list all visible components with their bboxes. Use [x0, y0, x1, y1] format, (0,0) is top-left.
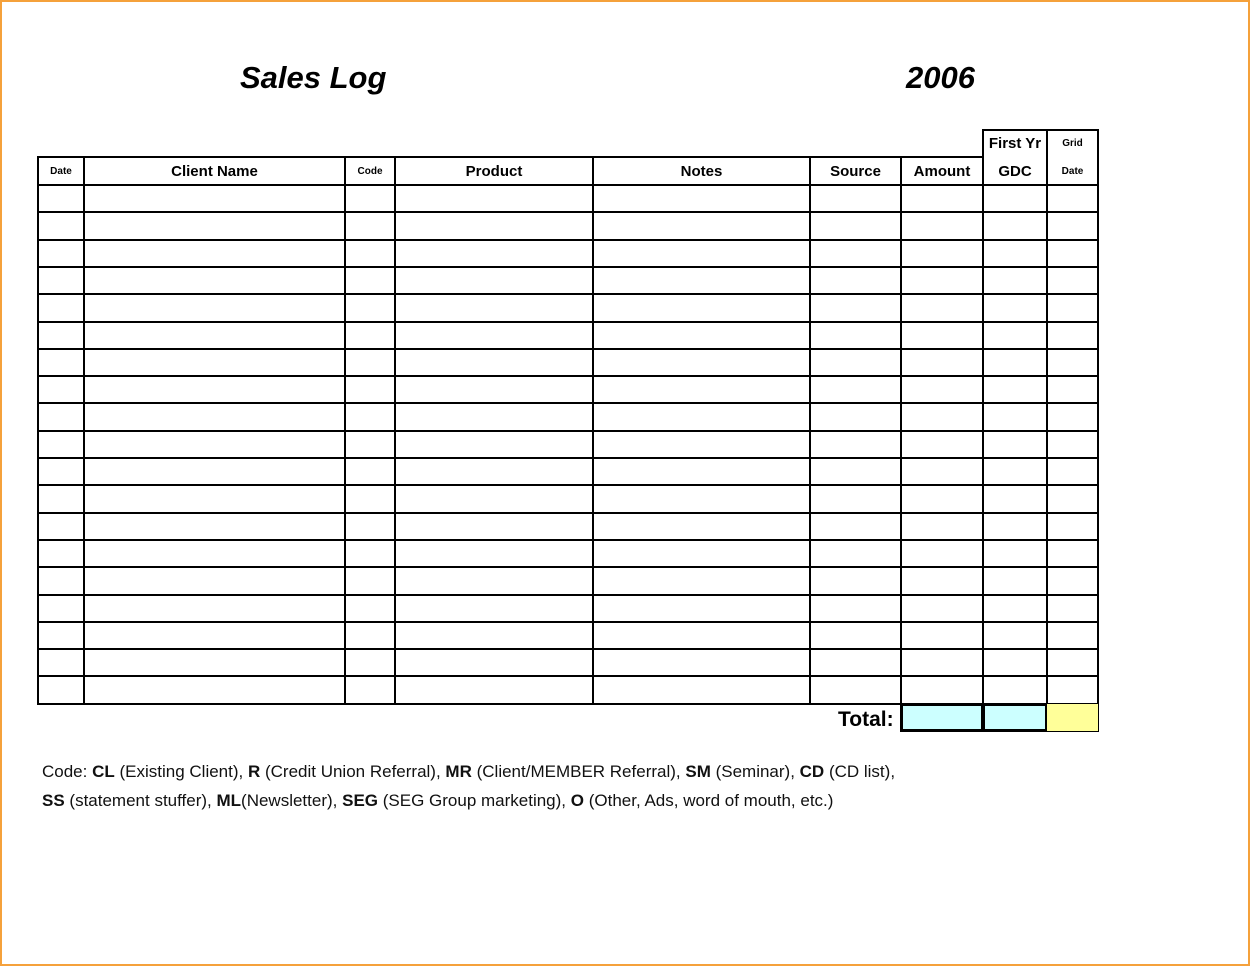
- legend-code: SEG: [342, 791, 379, 810]
- column-header: Date: [50, 165, 72, 177]
- total-label: Total:: [838, 708, 894, 731]
- legend-code: MR: [445, 762, 472, 781]
- column-header: Client Name: [171, 162, 258, 180]
- legend-code: CL: [92, 762, 115, 781]
- table-row[interactable]: [38, 403, 1098, 430]
- total-amount-cell[interactable]: [900, 703, 984, 732]
- legend-code: SS: [42, 791, 65, 810]
- column-header: Code: [357, 165, 383, 177]
- table-row[interactable]: [38, 349, 1098, 376]
- column-header-top: Grid: [1062, 138, 1083, 149]
- legend-code: ML: [216, 791, 242, 810]
- legend-text: (Existing Client),: [114, 762, 248, 781]
- legend-text: (CD list),: [824, 762, 896, 781]
- legend-text: (Newsletter),: [241, 791, 343, 810]
- table-row[interactable]: [38, 649, 1098, 676]
- column-header: GDC: [998, 162, 1032, 180]
- legend-text: (Seminar),: [710, 762, 800, 781]
- column-header: Notes: [680, 162, 723, 180]
- column-header: Amount: [913, 162, 971, 180]
- table-row[interactable]: [38, 567, 1098, 594]
- legend-code: SM: [685, 762, 711, 781]
- column-header: Product: [465, 162, 523, 180]
- legend-code: O: [570, 791, 584, 810]
- column-header-top: First Yr: [988, 135, 1042, 152]
- legend-text: (Other, Ads, word of mouth, etc.): [583, 791, 834, 810]
- table-row[interactable]: [38, 540, 1098, 567]
- table-row[interactable]: [38, 622, 1098, 649]
- total-gdc-cell[interactable]: [982, 703, 1048, 732]
- legend-text: (Client/MEMBER Referral),: [471, 762, 686, 781]
- table-row[interactable]: [38, 185, 1098, 212]
- table-row[interactable]: [38, 485, 1098, 512]
- table-row[interactable]: [38, 595, 1098, 622]
- table-row[interactable]: [38, 267, 1098, 294]
- page-title: Sales Log: [240, 60, 387, 95]
- table-row[interactable]: [38, 676, 1098, 703]
- legend-text: (SEG Group marketing),: [378, 791, 571, 810]
- code-legend-line-1: [42, 762, 895, 782]
- table-row[interactable]: [38, 458, 1098, 485]
- legend-text: (statement stuffer),: [64, 791, 217, 810]
- page-year: 2006: [906, 60, 975, 95]
- table-row[interactable]: [38, 240, 1098, 267]
- table-row[interactable]: [38, 431, 1098, 458]
- table-row[interactable]: [38, 294, 1098, 321]
- legend-text: Code:: [42, 762, 93, 781]
- code-legend-line-2: [42, 791, 833, 811]
- table-row[interactable]: [38, 212, 1098, 239]
- table-row[interactable]: [38, 322, 1098, 349]
- column-header: Date: [1061, 165, 1084, 177]
- legend-code: CD: [799, 762, 825, 781]
- table-row[interactable]: [38, 376, 1098, 403]
- column-header: Source: [830, 162, 881, 180]
- table-row[interactable]: [38, 513, 1098, 540]
- total-grid-date-cell[interactable]: [1046, 703, 1099, 732]
- legend-code: R: [247, 762, 261, 781]
- legend-text: (Credit Union Referral),: [260, 762, 446, 781]
